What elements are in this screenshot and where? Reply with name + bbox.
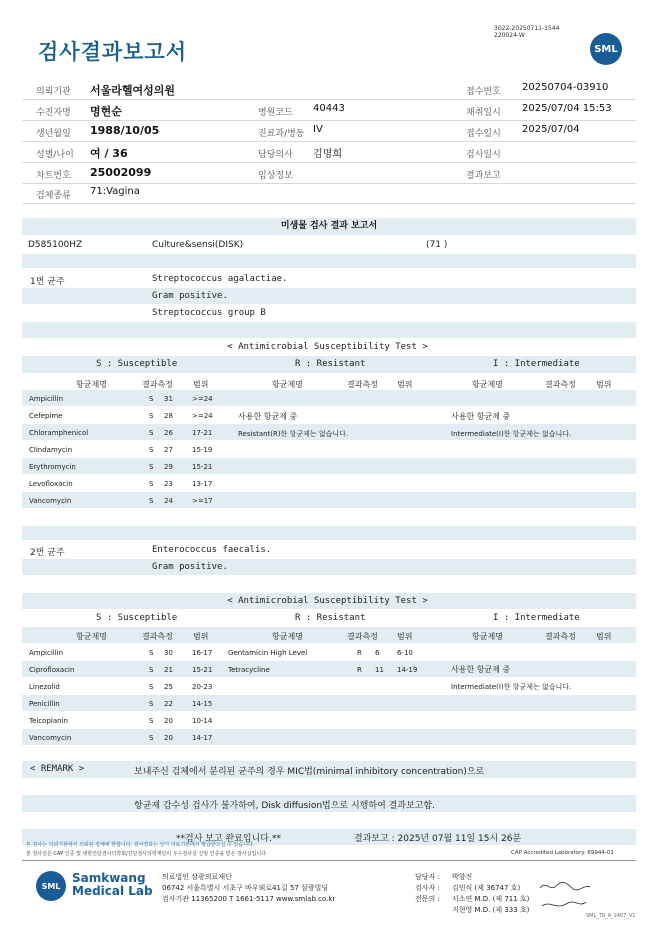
stripe: [22, 661, 636, 677]
drug-range: 6-10: [397, 649, 413, 657]
value-receipt-dt: 2025/07/04: [522, 124, 580, 135]
footer-divider: [22, 860, 636, 861]
organism-2-label: 2번 균주: [30, 548, 65, 558]
organism-1-line: Streptococcus agalactiae.: [152, 274, 288, 284]
info-row: [22, 183, 636, 204]
value-dept: IV: [313, 124, 323, 135]
col-range: 범위: [193, 380, 209, 389]
test-name: Culture&sensi(DISK): [152, 240, 244, 250]
test-no: (71 ): [426, 240, 448, 250]
drug-value: 27: [164, 446, 173, 454]
drug-range: 14-19: [397, 666, 418, 674]
ast-intermediate: I : Intermediate: [493, 359, 580, 369]
col-drug: 항균제명: [76, 632, 107, 641]
info-row: [22, 100, 636, 121]
value-dob: 1988/10/05: [90, 124, 160, 137]
label-chart: 차트번호: [36, 171, 71, 181]
value-sex-age: 여 / 36: [90, 147, 128, 160]
drug-value: 22: [164, 700, 173, 708]
col-range: 범위: [596, 380, 612, 389]
remark-label: < REMARK >: [30, 764, 85, 774]
organism-1-line: Gram positive.: [152, 291, 228, 301]
signature-stroke: [542, 902, 586, 906]
manager-label: 담당자 :: [415, 873, 440, 881]
drug-name: Teicoplanin: [29, 717, 68, 725]
page-title: 검사결과보고서: [38, 40, 188, 64]
drug-range: 15-21: [192, 666, 213, 674]
drug-value: 23: [164, 480, 173, 488]
drug-sir: S: [149, 446, 154, 454]
label-hospital-code: 병원코드: [258, 108, 293, 118]
stripe: [22, 526, 636, 540]
value-patient: 명현순: [90, 105, 122, 118]
drug-value: 31: [164, 395, 173, 403]
lab-name: Samkwang Medical Lab: [72, 871, 153, 898]
drug-sir: S: [149, 649, 154, 657]
drug-name: Vancomycin: [29, 497, 72, 505]
resistant-note: Resistant(R)한 항균제는 없습니다.: [238, 430, 349, 438]
drug-sir: S: [149, 429, 154, 437]
ast-intermediate: I : Intermediate: [493, 613, 580, 623]
drug-sir: R: [357, 666, 362, 674]
organism-1-label: 1번 균주: [30, 277, 65, 287]
label-patient: 수진자명: [36, 108, 71, 118]
tester: 김민식 (제 36747 호): [452, 884, 521, 892]
drug-value: 24: [164, 497, 173, 505]
intermediate-note: Intermediate(I)한 항균제는 없습니다.: [451, 683, 572, 691]
drug-name: Gentamicin High Level: [228, 649, 308, 657]
ast-susceptible: S : Susceptible: [96, 359, 178, 369]
drug-sir: S: [149, 463, 154, 471]
drug-name: Clindamycin: [29, 446, 73, 454]
organism-2-line: Enterococcus faecalis.: [152, 545, 272, 555]
report-completed: **검사 보고 완료입니다.**: [176, 834, 281, 844]
drug-sir: S: [149, 395, 154, 403]
drug-sir: S: [149, 683, 154, 691]
ast-resistant: R : Resistant: [295, 613, 366, 623]
stripe: [22, 288, 636, 304]
drug-range: 15-21: [192, 463, 213, 471]
drug-name: Ampicillin: [29, 395, 64, 403]
drug-range: >=24: [192, 395, 213, 403]
remark-line: 항균제 감수성 검사가 불가하여, Disk diffusion법으로 시행하여 결과보고함.: [134, 801, 435, 811]
intermediate-note: 사용한 항균제 중: [451, 412, 511, 421]
col-range: 범위: [596, 632, 612, 641]
value-institution: 서울라헬여성의원: [90, 84, 176, 97]
stripe: [22, 390, 636, 406]
stripe: [22, 254, 636, 268]
stripe: [22, 695, 636, 711]
tester-label: 검사자 :: [415, 884, 440, 892]
col-result: 결과측정: [142, 380, 173, 389]
form-code: SML_TR_A_2407_V1: [586, 913, 636, 919]
stripe: [22, 729, 636, 745]
manager: 박향진: [452, 873, 473, 881]
col-drug: 항균제명: [272, 632, 303, 641]
remark-line: 보내주신 검체에서 분리된 균주의 경우 MIC법(minimal inhibitory concentration)으로: [134, 767, 485, 777]
value-doctor: 김명희: [313, 149, 342, 160]
drug-sir: S: [149, 700, 154, 708]
value-chart: 25002099: [90, 166, 152, 179]
drug-name: Linezolid: [29, 683, 60, 691]
drug-name: Levofloxacin: [29, 480, 73, 488]
section-header: [22, 218, 636, 235]
drug-sir: S: [149, 717, 154, 725]
value-collect-dt: 2025/07/04 15:53: [522, 103, 612, 114]
organism-1-line: Streptococcus group B: [152, 308, 266, 318]
ast-susceptible: S : Susceptible: [96, 613, 178, 623]
drug-range: 17-21: [192, 429, 213, 437]
organism-2-line: Gram positive.: [152, 562, 228, 572]
document-id: 3022-20250711-1544 220024-W: [494, 25, 560, 39]
specialist-label: 전문의 :: [415, 895, 440, 903]
col-result: 결과측정: [347, 380, 378, 389]
signature-stroke: [540, 882, 590, 890]
stripe: [22, 322, 636, 338]
label-dob: 생년월일: [36, 129, 71, 139]
drug-range: 14-17: [192, 734, 213, 742]
intermediate-note: Intermediate(I)한 항균제는 없습니다.: [451, 430, 572, 438]
drug-name: Cefepime: [29, 412, 63, 420]
col-result: 결과측정: [545, 632, 576, 641]
drug-value: 25: [164, 683, 173, 691]
drug-name: Erythromycin: [29, 463, 76, 471]
drug-sir: S: [149, 666, 154, 674]
cap-accreditation: CAP Accredited Laboratory. 69944-01: [511, 850, 614, 856]
drug-range: >=24: [192, 412, 213, 420]
info-row: [22, 163, 636, 184]
specialist-1: 서소연 M.D. (제 711 호): [452, 895, 530, 903]
label-collect-dt: 채취일시: [466, 108, 501, 118]
notice-1: 본 검사는 의뢰기관에서 의뢰된 검체에 한합니다. 검사결과는 상기 의료기관에서 발급받으실 수 있습니다.: [26, 842, 255, 848]
info-row: [22, 121, 636, 142]
label-exam-dt: 검사일시: [466, 150, 501, 160]
drug-sir: S: [149, 497, 154, 505]
drug-value: 29: [164, 463, 173, 471]
label-receipt-dt: 접수일시: [466, 129, 501, 139]
notice-2: 본 검사실은 CAP 인증 및 대한진단검사의학회/진단검사의학재단의 우수검사실 신임 인증을 받은 검사실입니다.: [26, 851, 268, 857]
drug-range: 13-17: [192, 480, 213, 488]
col-result: 결과측정: [347, 632, 378, 641]
stripe: [22, 559, 636, 575]
col-drug: 항균제명: [472, 632, 503, 641]
drug-value: 20: [164, 717, 173, 725]
drug-value: 20: [164, 734, 173, 742]
lab-org: 의료법인 삼광의료재단: [162, 873, 232, 881]
drug-name: Penicillin: [29, 700, 60, 708]
value-specimen: 71:Vagina: [90, 186, 140, 197]
drug-name: Ampicillin: [29, 649, 64, 657]
col-result: 결과측정: [142, 632, 173, 641]
section-title: 미생물 검사 결과 보고서: [280, 221, 378, 231]
col-range: 범위: [193, 632, 209, 641]
intermediate-note: 사용한 항균제 중: [451, 665, 511, 674]
specialist-2: 지현영 M.D. (제 333 호): [452, 906, 530, 914]
col-result: 결과측정: [545, 380, 576, 389]
drug-value: 21: [164, 666, 173, 674]
drug-sir: S: [149, 734, 154, 742]
stripe: [22, 458, 636, 474]
ast-resistant: R : Resistant: [295, 359, 366, 369]
value-receipt-no: 20250704-03910: [522, 82, 609, 93]
label-dept: 진료과/병동: [258, 129, 305, 139]
stripe: [22, 492, 636, 508]
lab-contact: 검사기관 11365200 T 1661-5117 www.smlab.co.kr: [162, 895, 336, 903]
col-range: 범위: [397, 380, 413, 389]
col-range: 범위: [397, 632, 413, 641]
drug-range: 14-15: [192, 700, 213, 708]
drug-value: 30: [164, 649, 173, 657]
drug-range: 16-17: [192, 649, 213, 657]
label-report: 결과보고: [466, 171, 501, 181]
value-hospital-code: 40443: [313, 103, 345, 114]
drug-name: Ciprofloxacin: [29, 666, 75, 674]
drug-name: Chloramphenicol: [29, 429, 89, 437]
label-receipt-no: 접수번호: [466, 87, 501, 97]
drug-sir: S: [149, 480, 154, 488]
lab-address: 06742 서울특별시 서초구 바우뫼로41길 57 삼광빌딩: [162, 884, 329, 892]
drug-range: >=17: [192, 497, 213, 505]
info-row: [22, 79, 636, 100]
sml-footer-logo-icon: SML: [36, 871, 66, 901]
drug-range: 10-14: [192, 717, 213, 725]
drug-value: 26: [164, 429, 173, 437]
label-sex-age: 성별/나이: [36, 150, 74, 160]
stripe: [22, 627, 636, 643]
drug-value: 6: [375, 649, 380, 657]
label-doctor: 담당의사: [258, 150, 293, 160]
drug-sir: R: [357, 649, 362, 657]
sml-logo: SML: [590, 33, 622, 65]
drug-range: 20-23: [192, 683, 213, 691]
signatures: [538, 878, 613, 918]
test-code: D585100HZ: [28, 240, 83, 250]
drug-name: Tetracycline: [228, 666, 270, 674]
drug-value: 28: [164, 412, 173, 420]
ast-title: < Antimicrobial Susceptibility Test >: [227, 596, 428, 606]
drug-name: Vancomycin: [29, 734, 72, 742]
col-drug: 항균제명: [76, 380, 107, 389]
label-institution: 의뢰기관: [36, 87, 71, 97]
report-datetime: 결과보고 : 2025년 07월 11일 15시 26분: [354, 834, 522, 844]
label-specimen: 검체종류: [36, 191, 71, 201]
drug-value: 11: [375, 666, 384, 674]
col-drug: 항균제명: [272, 380, 303, 389]
resistant-note: 사용한 항균제 중: [238, 412, 298, 421]
drug-range: 15-19: [192, 446, 213, 454]
ast-title: < Antimicrobial Susceptibility Test >: [227, 342, 428, 352]
drug-sir: S: [149, 412, 154, 420]
col-drug: 항균제명: [472, 380, 503, 389]
label-clinical: 임상정보: [258, 171, 293, 181]
info-row: [22, 142, 636, 163]
